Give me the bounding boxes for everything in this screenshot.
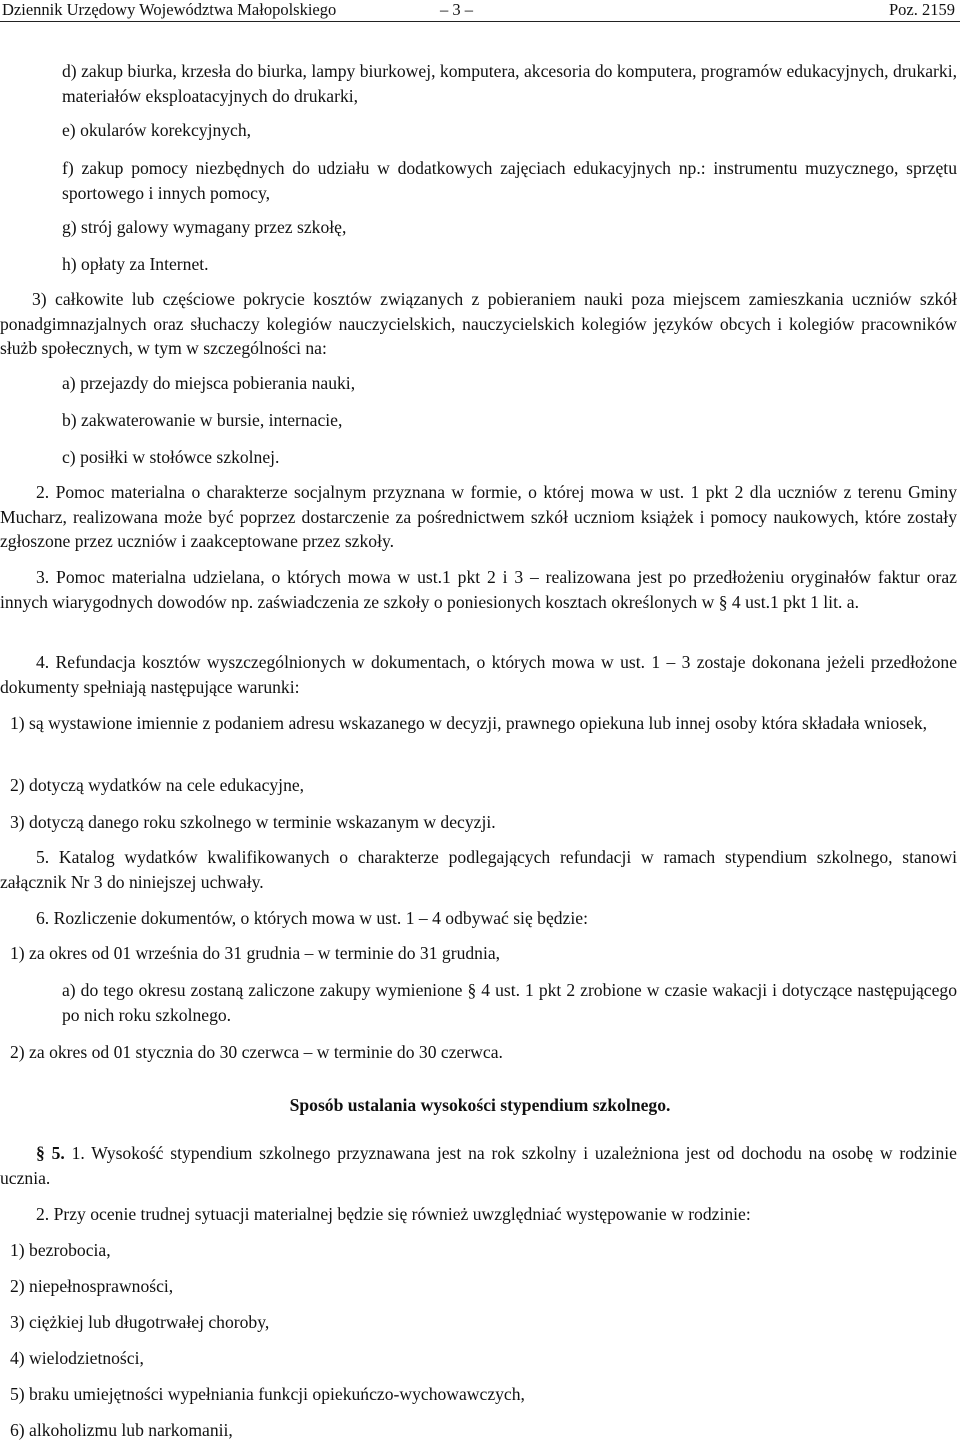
- point-3-a: a) przejazdy do miejsca pobierania nauki,: [62, 373, 356, 393]
- item-e: e) okularów korekcyjnych,: [62, 120, 252, 140]
- header-rule: [0, 21, 960, 22]
- section-5: 5. Katalog wydatków kwalifikowanych o charakterze podlegających refundacji w ramach stypendium szkolnego, stanowi załącznik Nr 3 do niniejszej uchwały.: [0, 847, 957, 892]
- paragraph-5-1: [0, 1141, 957, 1190]
- page-header: [0, 0, 960, 20]
- page-number: – 3 –: [440, 0, 473, 19]
- journal-name: Dziennik Urzędowy Województwa Małopolskiego: [2, 0, 337, 19]
- section-heading: Sposób ustalania wysokości stypendium szkolnego.: [289, 1095, 671, 1115]
- item-h: h) opłaty za Internet.: [62, 254, 209, 274]
- list-item: 3) ciężkiej lub długotrwałej choroby,: [10, 1312, 270, 1332]
- period-1-a: a) do tego okresu zostaną zaliczone zakupy wymienione § 4 ust. 1 pkt 2 zrobione w czasie wakacji i dotyczące następującego po nich roku szkolnego.: [62, 980, 957, 1025]
- condition-3: 3) dotyczą danego roku szkolnego w terminie wskazanym w decyzji.: [10, 812, 496, 832]
- item-f: f) zakup pomocy niezbędnych do udziału w dodatkowych zajęciach edukacyjnych np.: instrumentu muzycznego, sprzętu sportowego i innych pomocy,: [62, 158, 957, 203]
- item-d: d) zakup biurka, krzesła do biurka, lampy biurkowej, komputera, akcesoria do komputera, programów edukacyjnych, drukarki, materiałów eksploatacyjnych do drukarki,: [62, 61, 957, 106]
- condition-2: 2) dotyczą wydatków na cele edukacyjne,: [10, 775, 305, 795]
- section-2: 2. Pomoc materialna o charakterze socjalnym przyznana w formie, o której mowa w ust. 1 pkt 2 dla uczniów z terenu Gminy Mucharz, realizowana może być poprzez dostarczenie za pośrednictwem szkół uczniom książek i pomocy naukowych, które zostały zgłoszone przez uczniów i zaakceptowane przez szkoły.: [0, 482, 957, 551]
- section-4: 4. Refundacja kosztów wyszczególnionych w dokumentach, o których mowa w ust. 1 – 3 zostaje dokonana jeżeli przedłożone dokumenty spełniają następujące warunki:: [0, 652, 957, 697]
- list-item: 5) braku umiejętności wypełniania funkcji opiekuńczo-wychowawczych,: [10, 1384, 525, 1404]
- period-2: 2) za okres od 01 stycznia do 30 czerwca – w terminie do 30 czerwca.: [10, 1042, 503, 1062]
- position-number: Poz. 2159: [889, 0, 955, 19]
- paragraph-5-1-text: 1. Wysokość stypendium szkolnego przyznawana jest na rok szkolny i uzależniona jest od dochodu na osobę w rodzinie ucznia.: [0, 1143, 957, 1188]
- list-item: 1) bezrobocia,: [10, 1240, 111, 1260]
- point-3: 3) całkowite lub częściowe pokrycie kosztów związanych z pobieraniem nauki poza miejscem zamieszkania uczniów szkół ponadgimnazjalnych oraz słuchaczy kolegiów nauczycielskich, nauczycielskich kolegiów języków obcych i kolegiów pracowników służb społecznych, w tym w szczególności na:: [0, 289, 957, 358]
- item-g: g) strój galowy wymagany przez szkołę,: [62, 217, 347, 237]
- paragraph-5-2: 2. Przy ocenie trudnej sytuacji materialnej będzie się również uwzględniać występowanie w rodzinie:: [36, 1204, 751, 1224]
- list-item: 6) alkoholizmu lub narkomanii,: [10, 1420, 233, 1440]
- section-6: 6. Rozliczenie dokumentów, o których mowa w ust. 1 – 4 odbywać się będzie:: [36, 908, 588, 928]
- list-item: 2) niepełnosprawności,: [10, 1276, 174, 1296]
- section-3: 3. Pomoc materialna udzielana, o których mowa w ust.1 pkt 2 i 3 – realizowana jest po przedłożeniu oryginałów faktur oraz innych wiarygodnych dowodów np. zaświadczenia ze szkoły o poniesionych kosztach określonych w § 4 ust.1 pkt 1 lit. a.: [0, 567, 957, 612]
- point-3-c: c) posiłki w stołówce szkolnej.: [62, 447, 280, 467]
- paragraph-number: § 5.: [36, 1143, 65, 1163]
- period-1: 1) za okres od 01 września do 31 grudnia – w terminie do 31 grudnia,: [10, 943, 501, 963]
- point-3-b: b) zakwaterowanie w bursie, internacie,: [62, 410, 343, 430]
- list-item: 4) wielodzietności,: [10, 1348, 144, 1368]
- condition-1: 1) są wystawione imiennie z podaniem adresu wskazanego w decyzji, prawnego opiekuna lub innej osoby która składała wniosek,: [10, 713, 928, 733]
